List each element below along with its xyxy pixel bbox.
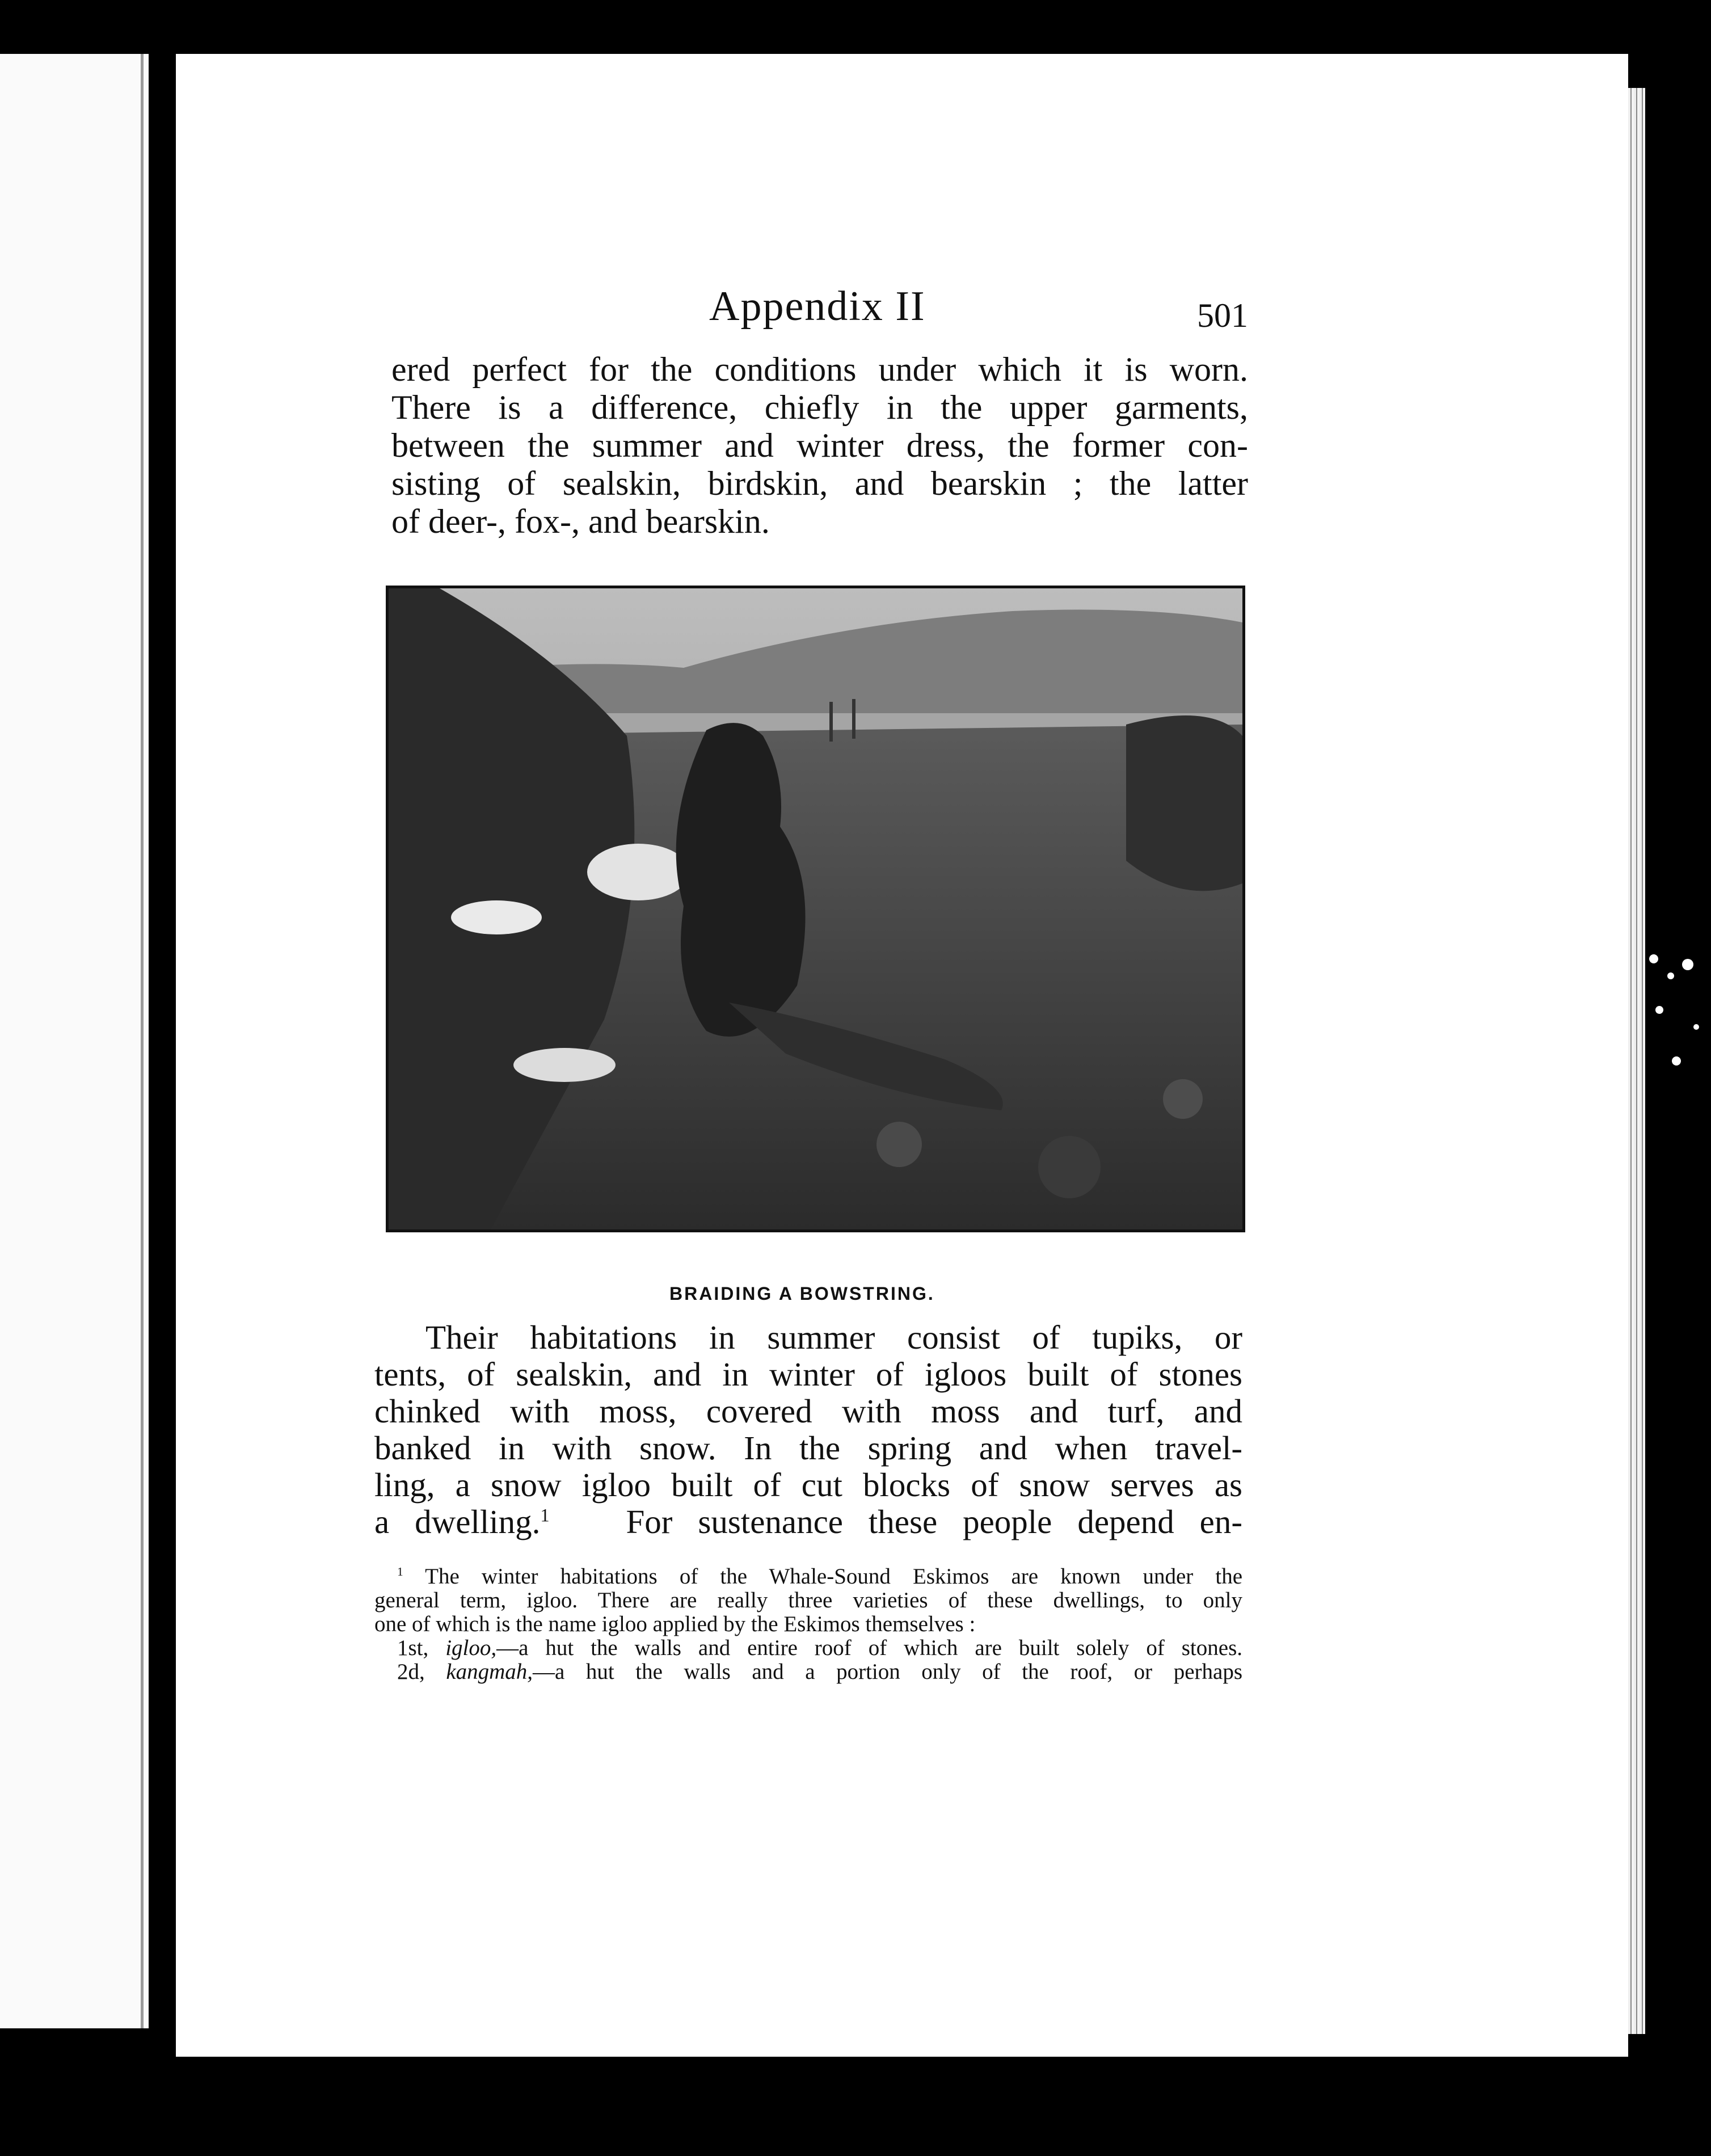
text-fragment: a dwelling.: [374, 1503, 541, 1540]
stone: [1038, 1136, 1101, 1198]
footnote-line: one of which is the name igloo applied by the Eskimos themselves :: [374, 1612, 976, 1636]
text-line: ered perfect for the conditions under which it is worn.: [391, 351, 1248, 388]
footnote-item: [374, 1636, 1242, 1660]
text-line: There is a difference, chiefly in the upper garments,: [391, 389, 1248, 426]
text-line: of deer-, fox-, and bearskin.: [391, 503, 770, 540]
paragraph-1: [391, 351, 1248, 541]
snow-patch: [513, 1048, 616, 1082]
white-fur-garment: [587, 844, 689, 900]
footnote-ordinal: 2d,: [397, 1660, 425, 1684]
running-head: Appendix II: [709, 283, 926, 330]
footnotes: [374, 1565, 1242, 1684]
footnote-item-text: —a hut the walls and entire roof of which are built solely of stones.: [496, 1636, 1243, 1660]
footnote-line: general term, igloo. There are really three varieties of these dwellings, to only: [374, 1588, 1242, 1612]
text-line: banked in with snow. In the spring and when travel-: [374, 1429, 1242, 1467]
footnote-item-text: —a hut the walls and a portion only of the roof, or perhaps: [533, 1660, 1243, 1684]
footnote-text: The winter habitations of the Whale-Sound Eskimos are known under the: [425, 1564, 1243, 1589]
footnote-line: [374, 1565, 1242, 1589]
footnote-term: kangmah,: [446, 1660, 533, 1684]
gutter-line: [141, 54, 144, 2028]
fur-bundle: [451, 900, 542, 934]
page-number: 501: [1197, 297, 1248, 334]
scan-specks: [1642, 942, 1710, 1089]
text-line: sisting of sealskin, birdskin, and bearskin ; the latter: [391, 465, 1248, 502]
stone: [1163, 1079, 1203, 1119]
text-line: [374, 1504, 1242, 1540]
paragraph-2: [374, 1319, 1242, 1540]
text-line: Their habitations in summer consist of tupiks, or: [425, 1319, 1242, 1356]
facing-page-edge: [0, 54, 149, 2028]
tent-shape: [1126, 715, 1242, 891]
stone: [876, 1122, 922, 1167]
text-fragment: For sustenance these people depend en-: [626, 1503, 1242, 1540]
photograph-plate: [386, 586, 1245, 1232]
footnote-reference: 1: [540, 1505, 550, 1526]
footnote-term: igloo,: [445, 1636, 497, 1660]
footnote-marker: 1: [397, 1565, 403, 1578]
footnote-item: [374, 1660, 1242, 1684]
photograph: [389, 588, 1242, 1229]
text-line: tents, of sealskin, and in winter of igloos built of stones: [374, 1355, 1242, 1393]
footnote-ordinal: 1st,: [397, 1636, 429, 1660]
figure-caption: BRAIDING A BOWSTRING.: [669, 1283, 935, 1304]
text-line: chinked with moss, covered with moss and turf, and: [374, 1392, 1242, 1430]
text-line: ling, a snow igloo built of cut blocks of snow serves as: [374, 1466, 1242, 1504]
text-line: between the summer and winter dress, the former con-: [391, 427, 1248, 464]
